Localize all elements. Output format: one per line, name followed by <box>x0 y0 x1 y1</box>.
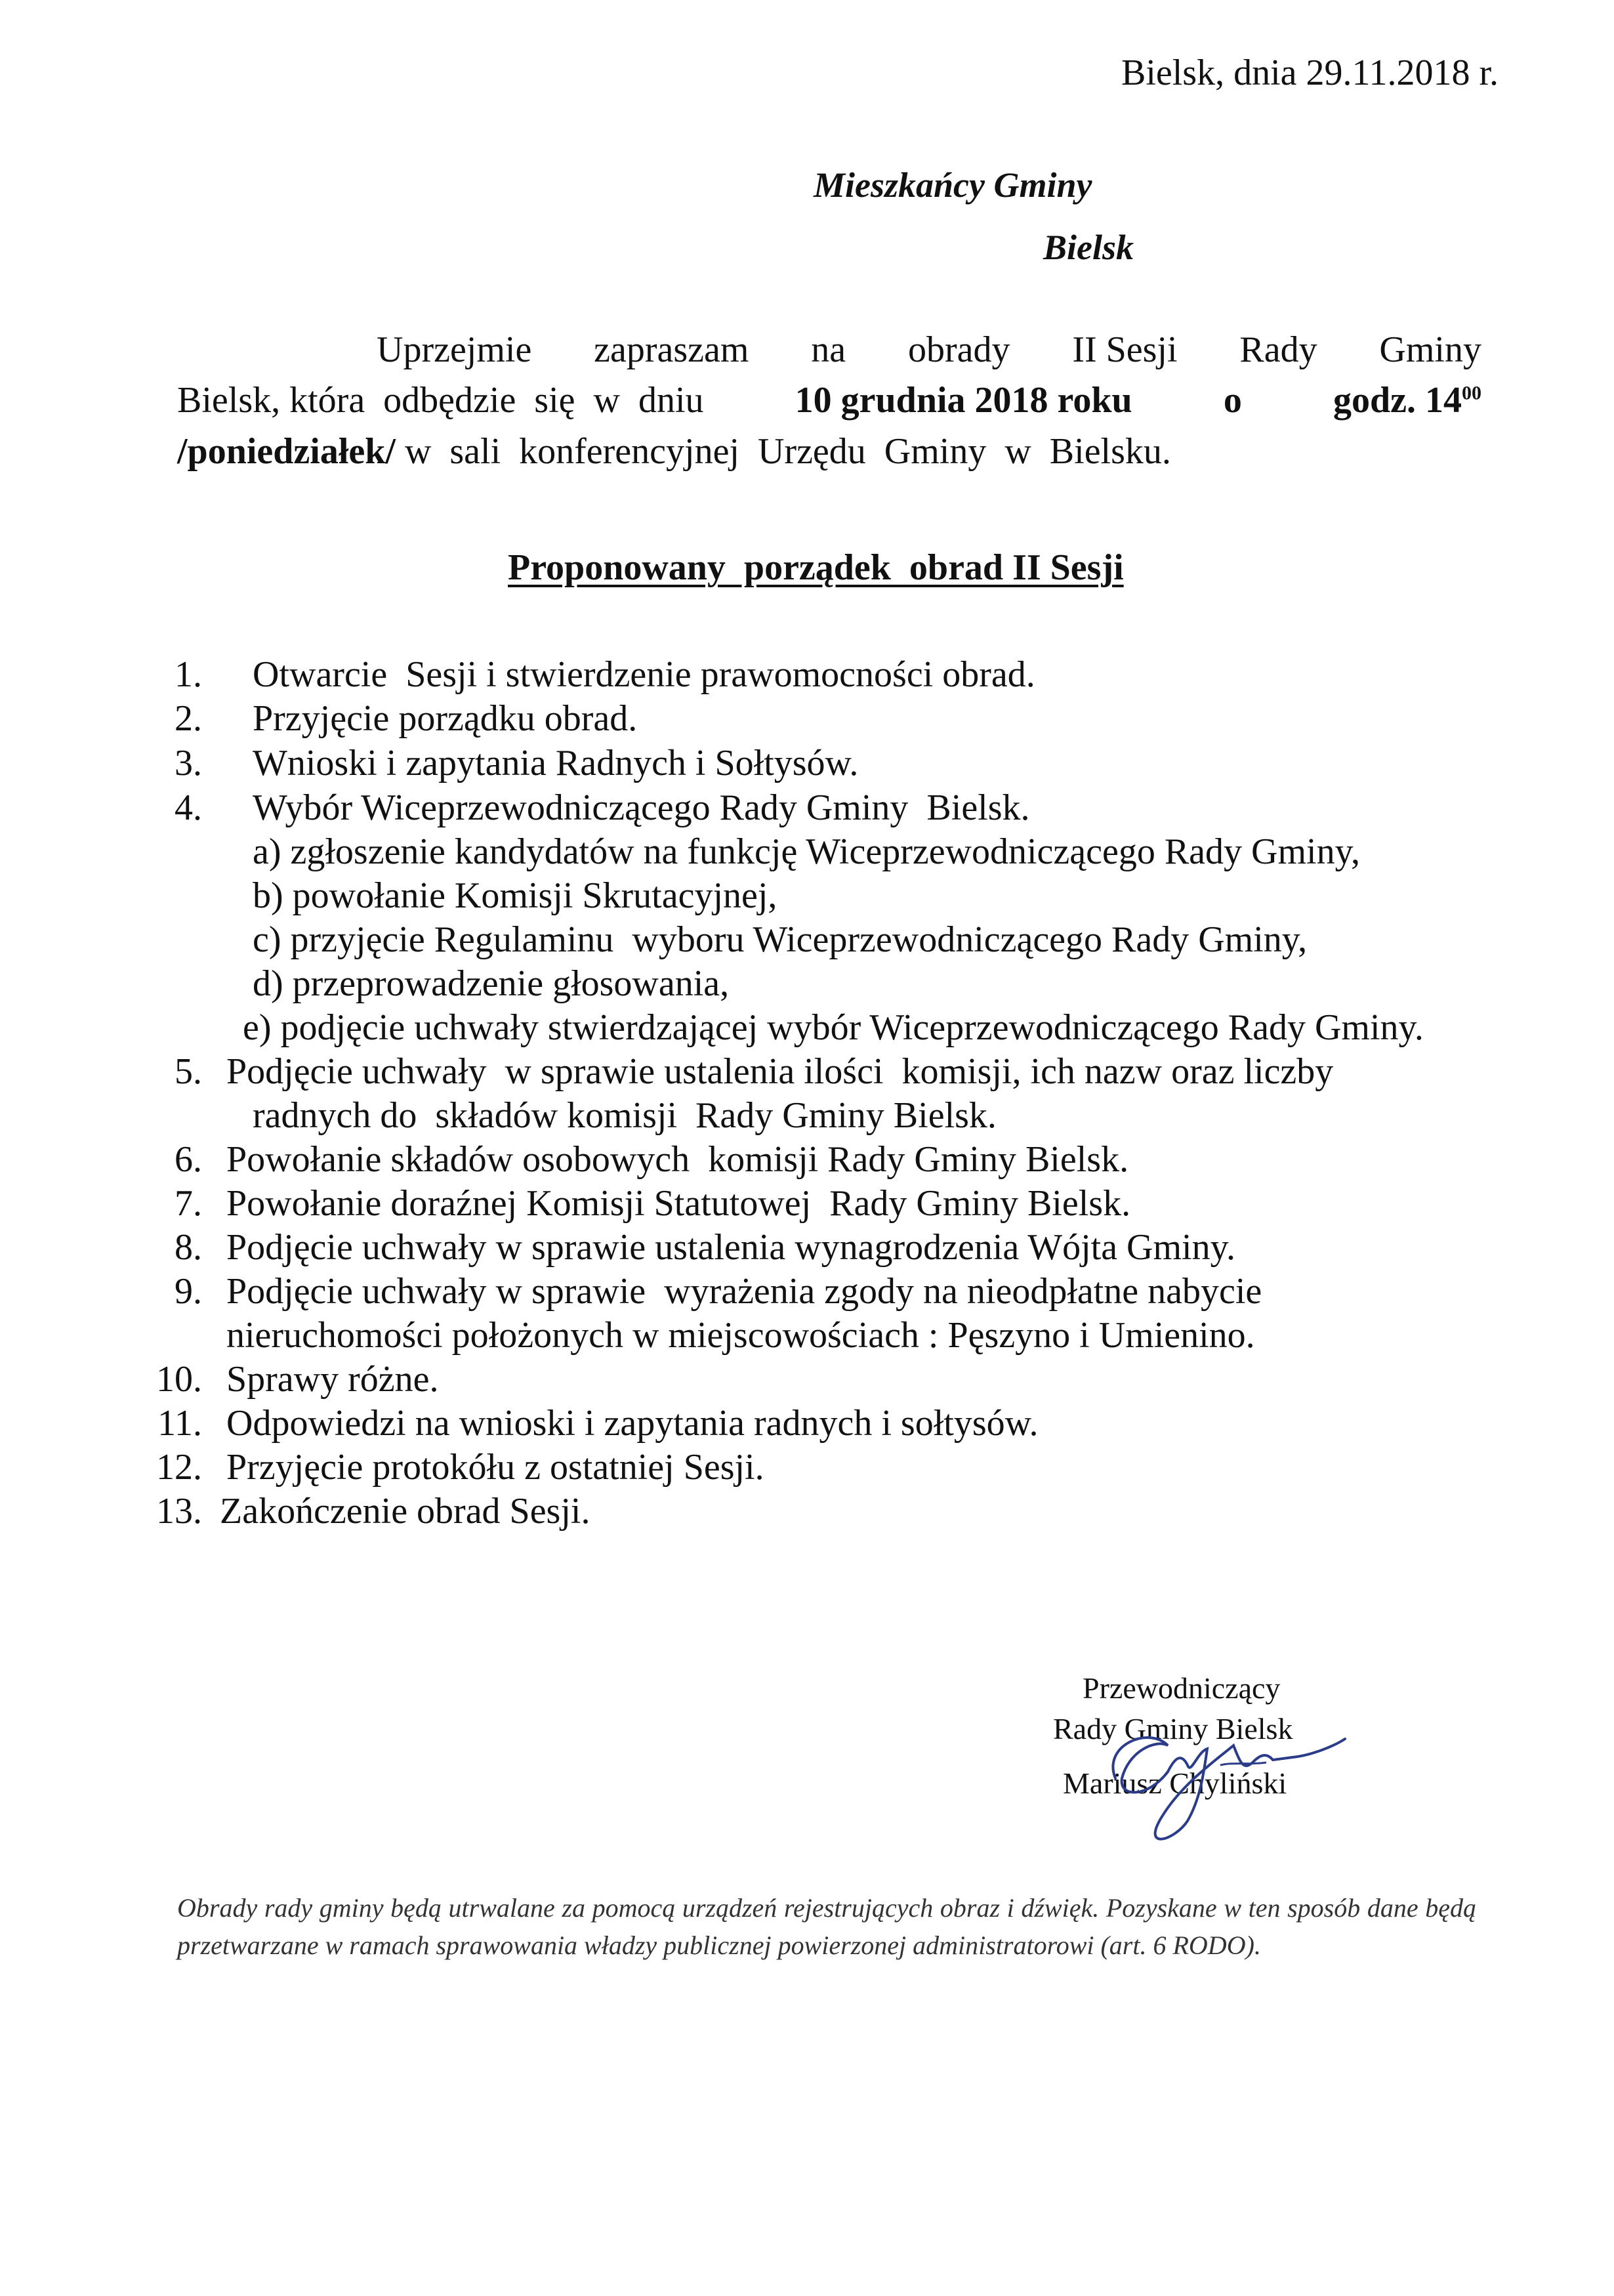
invitation-word: Rady <box>1239 329 1317 370</box>
agenda-item-continuation: radnych do składów komisji Rady Gminy Bielsk. <box>253 1095 997 1136</box>
agenda-number: 1. <box>175 654 202 695</box>
invitation-word: na <box>811 329 846 370</box>
agenda-number: 13. <box>156 1491 202 1532</box>
invitation-text: o <box>1223 380 1242 421</box>
agenda-number: 8. <box>175 1227 202 1268</box>
invitation-word: II Sesji <box>1072 329 1178 370</box>
signature-name: Mariusz Chyliński <box>1063 1766 1287 1800</box>
handwritten-signature <box>1076 1700 1352 1850</box>
gdpr-notice: Obrady rady gminy będą utrwalane za pomocą urządzeń rejestrujących obraz i dźwięk. Pozyskane w ten sposób dane będą przetwarzane w ramach sprawowania władzy publicznej powierzonej administratorowi (art. 6 RODO). <box>177 1893 1476 1960</box>
agenda-item: Odpowiedzi na wnioski i zapytania radnych i sołtysów. <box>226 1403 1039 1444</box>
agenda-item: Powołanie składów osobowych komisji Rady Gminy Bielsk. <box>226 1139 1129 1180</box>
document-date: Bielsk, dnia 29.11.2018 r. <box>1121 52 1499 93</box>
invitation-text: Bielsk, która odbędzie się w dniu <box>177 380 704 421</box>
meeting-time-minutes: 00 <box>1461 382 1481 404</box>
agenda-subitem: b) powołanie Komisji Skrutacyjnej, <box>253 875 777 916</box>
agenda-number: 11. <box>157 1403 202 1444</box>
agenda-item: Przyjęcie protokółu z ostatniej Sesji. <box>226 1447 764 1488</box>
agenda-number: 10. <box>156 1359 202 1400</box>
meeting-time <box>1333 379 1481 423</box>
addressee-line-2: Bielsk <box>1043 228 1134 267</box>
agenda-number: 2. <box>175 698 202 739</box>
invitation-line-3 <box>177 430 1481 474</box>
agenda-number: 9. <box>175 1271 202 1312</box>
agenda-subitem: a) zgłoszenie kandydatów na funkcję Wiceprzewodniczącego Rady Gminy, <box>253 831 1360 872</box>
agenda-subitem: e) podjęcie uchwały stwierdzającej wybór Wiceprzewodniczącego Rady Gminy. <box>243 1007 1424 1048</box>
agenda-subitem: c) przyjęcie Regulaminu wyboru Wiceprzewodniczącego Rady Gminy, <box>253 919 1308 960</box>
agenda-item: Powołanie doraźnej Komisji Statutowej Rady Gminy Bielsk. <box>226 1183 1131 1224</box>
agenda-number: 3. <box>175 743 202 783</box>
agenda-item: Wnioski i zapytania Radnych i Sołtysów. <box>253 743 859 783</box>
meeting-time-hour: godz. 14 <box>1333 380 1462 421</box>
meeting-weekday: /poniedziałek/ <box>177 431 396 472</box>
agenda-item: Sprawy różne. <box>226 1359 439 1400</box>
meeting-place: w sali konferencyjnej Urzędu Gminy w Bielsku. <box>395 431 1171 472</box>
signature-title: Przewodniczący <box>1083 1671 1281 1705</box>
agenda-number: 4. <box>175 787 202 828</box>
addressee-line-1: Mieszkańcy Gminy <box>814 165 1092 205</box>
agenda-subitem: d) przeprowadzenie głosowania, <box>253 963 730 1004</box>
agenda-number: 12. <box>156 1447 202 1488</box>
agenda-item: Otwarcie Sesji i stwierdzenie prawomocności obrad. <box>253 654 1035 695</box>
invitation-line-1 <box>377 328 1481 372</box>
invitation-word: Uprzejmie <box>377 329 532 370</box>
agenda-number: 5. <box>175 1051 202 1092</box>
agenda-item: Podjęcie uchwały w sprawie ustalenia ilości komisji, ich nazw oraz liczby <box>226 1051 1334 1092</box>
agenda-item: Podjęcie uchwały w sprawie wyrażenia zgody na nieodpłatne nabycie <box>226 1271 1262 1312</box>
invitation-line-2 <box>177 379 1481 423</box>
invitation-word: zapraszam <box>594 329 749 370</box>
meeting-date: 10 grudnia 2018 roku <box>795 380 1132 421</box>
agenda-number: 6. <box>175 1139 202 1180</box>
agenda-item: Podjęcie uchwały w sprawie ustalenia wynagrodzenia Wójta Gminy. <box>226 1227 1235 1268</box>
signature-body: Rady Gminy Bielsk <box>1053 1712 1293 1745</box>
agenda-number: 7. <box>175 1183 202 1224</box>
agenda-item: Zakończenie obrad Sesji. <box>220 1491 590 1532</box>
agenda-item: Wybór Wiceprzewodniczącego Rady Gminy Bielsk. <box>253 787 1030 828</box>
agenda-item: Przyjęcie porządku obrad. <box>253 698 638 739</box>
invitation-word: obrady <box>907 329 1010 370</box>
agenda-item-continuation: nieruchomości położonych w miejscowościach : Pęszyno i Umienino. <box>226 1315 1255 1356</box>
invitation-word: Gminy <box>1379 329 1481 370</box>
agenda-heading: Proponowany porządek obrad II Sesji <box>508 547 1124 588</box>
